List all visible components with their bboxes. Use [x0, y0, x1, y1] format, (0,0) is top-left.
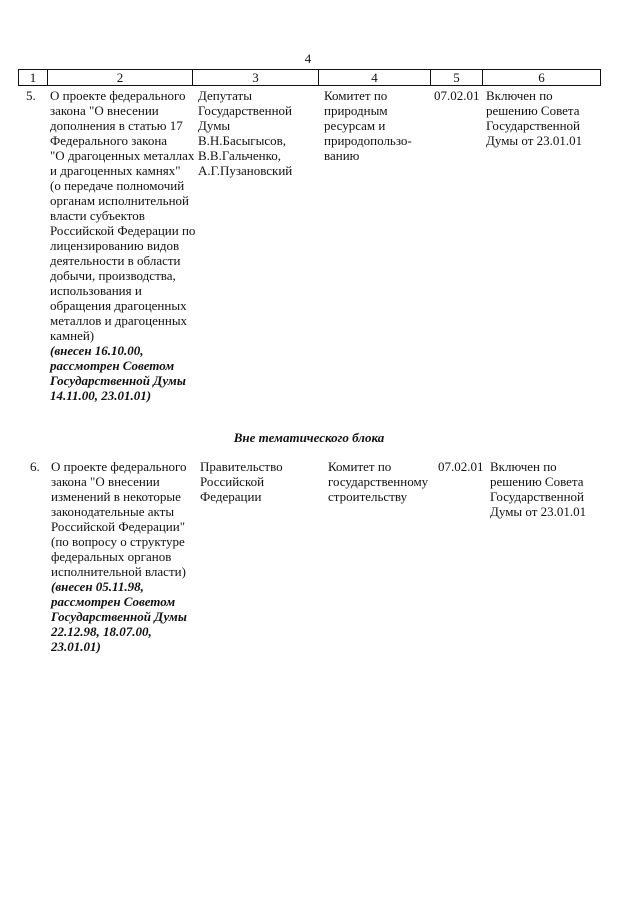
bill-initiator: Депутаты Государственной Думы В.Н.Басыгысов, В.В.Гальченко, А.Г.Пузановский [198, 88, 293, 178]
section-heading: Вне тематического блока [233, 430, 385, 445]
responsible-committee: Комитет по природным ресурсам и природопользо- ванию [324, 88, 412, 163]
consideration-date: 07.02.01 [434, 88, 480, 103]
consideration-date: 07.02.01 [438, 459, 484, 474]
column-number-2: 2 [48, 70, 193, 86]
column-number-4: 4 [319, 70, 431, 86]
column-number-3: 3 [193, 70, 319, 86]
column-number-1: 1 [19, 70, 48, 86]
table-header-row [18, 69, 601, 86]
bill-status: (внесен 16.10.00, рассмотрен Советом Государственной Думы 14.11.00, 23.01.01) [50, 343, 186, 403]
column-number-5: 5 [431, 70, 483, 86]
row-number: 5. [26, 88, 36, 103]
inclusion-decision: Включен по решению Совета Государственной Думы от 23.01.01 [486, 88, 583, 148]
bill-title: О проекте федерального закона "О внесении дополнения в статью 17 Федерального закона "О драгоценных металлах и драгоценных камнях" (о передаче полномочий органам исполнительной власти субъектов Российской Федерации по лицензированию видов деятельности в области добычи, производства, использования и обращения драгоценных металлов и драгоценных камней) [50, 88, 196, 343]
page-number: 4 [304, 51, 312, 66]
bill-status: (внесен 05.11.98, рассмотрен Советом Государственной Думы 22.12.98, 18.07.00, 23.01.01) [51, 579, 187, 654]
responsible-committee: Комитет по государственному строительству [328, 459, 429, 504]
bill-title: О проекте федерального закона "О внесении изменений в некоторые законодательные акты Российской Федерации" (по вопросу о структуре федеральных органов исполнительной власти) [51, 459, 187, 579]
inclusion-decision: Включен по решению Совета Государственной Думы от 23.01.01 [490, 459, 587, 519]
row-number: 6. [30, 459, 40, 474]
bill-initiator: Правительство Российской Федерации [200, 459, 283, 504]
column-number-6: 6 [483, 70, 601, 86]
